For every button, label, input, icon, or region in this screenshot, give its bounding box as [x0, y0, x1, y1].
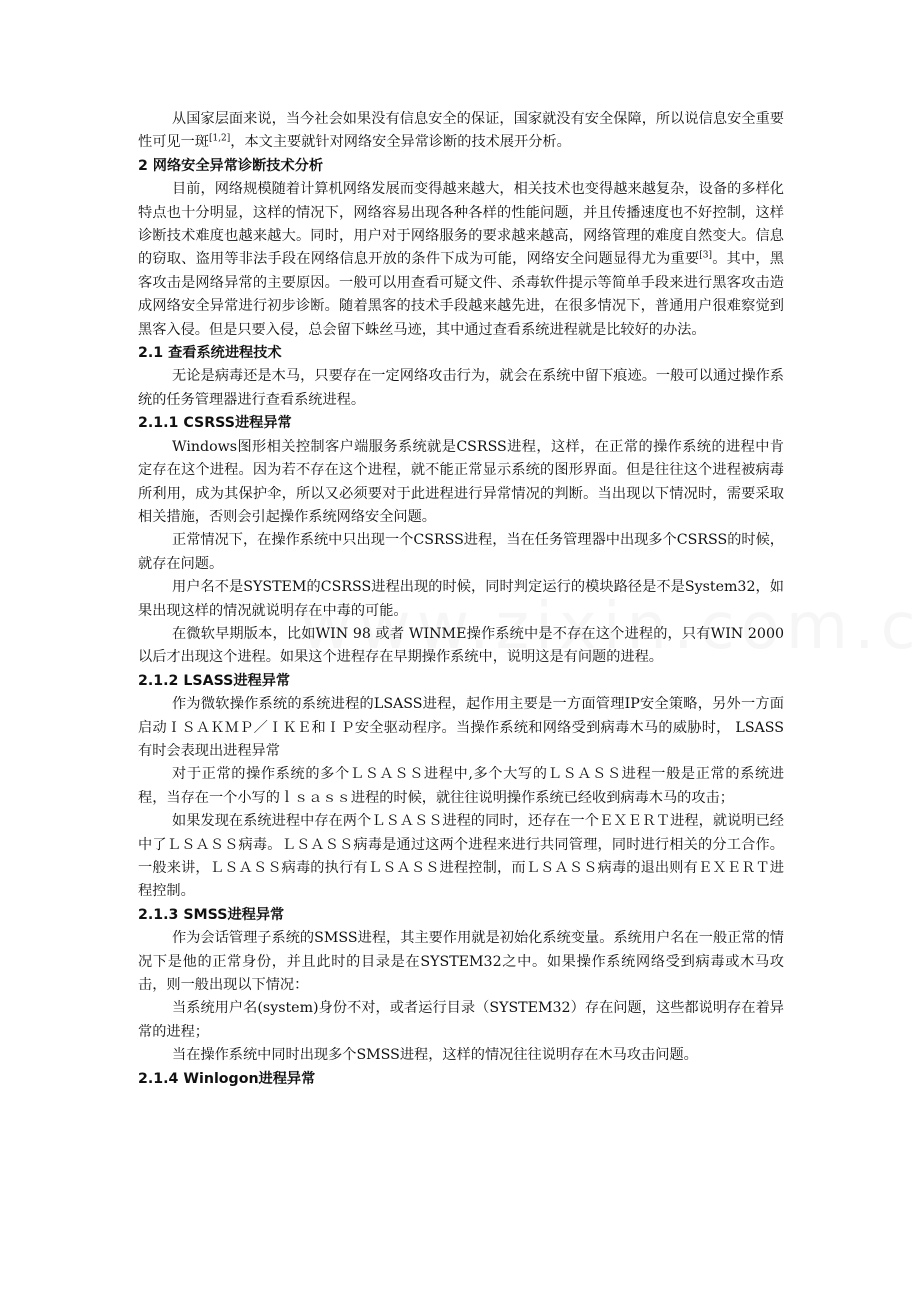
citation: [1,2] — [208, 133, 231, 144]
paragraph: 无论是病毒还是木马，只要存在一定网络攻击行为，就会在系统中留下痕迹。一般可以通过操作系统的任务管理器进行查看系统进程。 — [138, 368, 784, 408]
subsubsection-heading: 2.1.4 Winlogon进程异常 — [138, 1070, 316, 1087]
subsubsection-heading: 2.1.1 CSRSS进程异常 — [138, 415, 292, 432]
subsection-heading: 2.1 查看系统进程技术 — [138, 345, 282, 362]
paragraph: 当在操作系统中同时出现多个SMSS进程，这样的情况往往说明存在木马攻击问题。 — [172, 1047, 698, 1064]
paragraph: Windows图形相关控制客户端服务系统就是CSRSS进程，这样，在正常的操作系统的进程中肯定存在这个进程。因为若不存在这个进程，就不能正常显示系统的图形界面。但是往往这个进程被病毒所利用，成为其保护伞，所以又必须要对于此进程进行异常情况的判断。当出现以下情况时，需要采取相关措施，否则会引起操作系统网络安全问题。 — [138, 438, 784, 525]
subsubsection-heading: 2.1.3 SMSS进程异常 — [138, 906, 285, 923]
paragraph: 作为会话管理子系统的SMSS进程，其主要作用就是初始化系统变量。系统用户名在一般正常的情况下是他的正常身份，并且此时的目录是在SYSTEM32之中。如果操作系统网络受到病毒或木马攻击，则一般出现以下情况： — [138, 930, 784, 994]
paragraph: 目前，网络规模随着计算机网络发展而变得越来越大，相关技术也变得越来越复杂，设备的多样化特点也十分明显，这样的情况下，网络容易出现各种各样的性能问题，并且传播速度也不好控制，这样诊断技术难度也越来越大。同时，用户对于网络服务的要求越来越高，网络管理的难度自然变大。信息的窃取、盗用等非法手段在网络信息开放的条件下成为可能，网络安全问题显得尤为重要[3]。其中，黑客攻击是网络异常的主要原因。一般可以用查看可疑文件、杀毒软件提示等简单手段来进行黑客攻击造成网络安全异常进行初步诊断。随着黑客的技术手段越来越先进，在很多情况下，普通用户很难察觉到黑客入侵。但是只要入侵，总会留下蛛丝马迹，其中通过查看系统进程就是比较好的办法。 — [138, 181, 784, 338]
paragraph: 作为微软操作系统的系统进程的LSASS进程，起作用主要是一方面管理IP安全策略，另外一方面启动ＩＳＡＫＭＰ／ＩＫＥ和ＩＰ安全驱动程序。当操作系统和网络受到病毒木马的威胁时， LSASS有时会表现出进程异常 — [138, 696, 784, 759]
paragraph: 当系统用户名(system)身份不对，或者运行目录（SYSTEM32）存在问题，这些都说明存在着异常的进程； — [138, 1000, 784, 1040]
paragraph: 正常情况下，在操作系统中只出现一个CSRSS进程，当在任务管理器中出现多个CSRSS的时候，就存在问题。 — [138, 532, 784, 572]
subsubsection-heading: 2.1.2 LSASS进程异常 — [138, 672, 291, 689]
paragraph-intro: 从国家层面来说，当今社会如果没有信息安全的保证，国家就没有安全保障，所以说信息安全重要性可见一斑[1,2]，本文主要就针对网络安全异常诊断的技术展开分析。 — [138, 111, 784, 151]
section-heading: 2 网络安全异常诊断技术分析 — [138, 157, 324, 174]
paragraph: 在微软早期版本，比如WIN 98 或者 WINME操作系统中是不存在这个进程的，只有WIN 2000以后才出现这个进程。如果这个进程存在早期操作系统中，说明这是有问题的进程。 — [138, 625, 784, 666]
document-page — [138, 108, 784, 1091]
paragraph: 如果发现在系统进程中存在两个ＬＳＡＳＳ进程的同时，还存在一个ＥＸＥＲＴ进程，就说明已经中了ＬＳＡＳＳ病毒。ＬＳＡＳＳ病毒是通过这两个进程来进行共同管理，同时进行相关的分工合作。一般来讲，ＬＳＡＳＳ病毒的执行有ＬＳＡＳＳ进程控制，而ＬＳＡＳＳ病毒的退出则有ＥＸＥＲＴ进程控制。 — [138, 813, 784, 900]
paragraph: 对于正常的操作系统的多个ＬＳＡＳＳ进程中,多个大写的ＬＳＡＳＳ进程一般是正常的系统进程，当存在一个小写的ｌｓａｓｓ进程的时候，就往往说明操作系统已经收到病毒木马的攻击； — [138, 766, 784, 806]
citation: [3] — [699, 250, 713, 261]
paragraph: 用户名不是SYSTEM的CSRSS进程出现的时候，同时判定运行的模块路径是不是System32，如果出现这样的情况就说明存在中毒的可能。 — [138, 579, 784, 619]
